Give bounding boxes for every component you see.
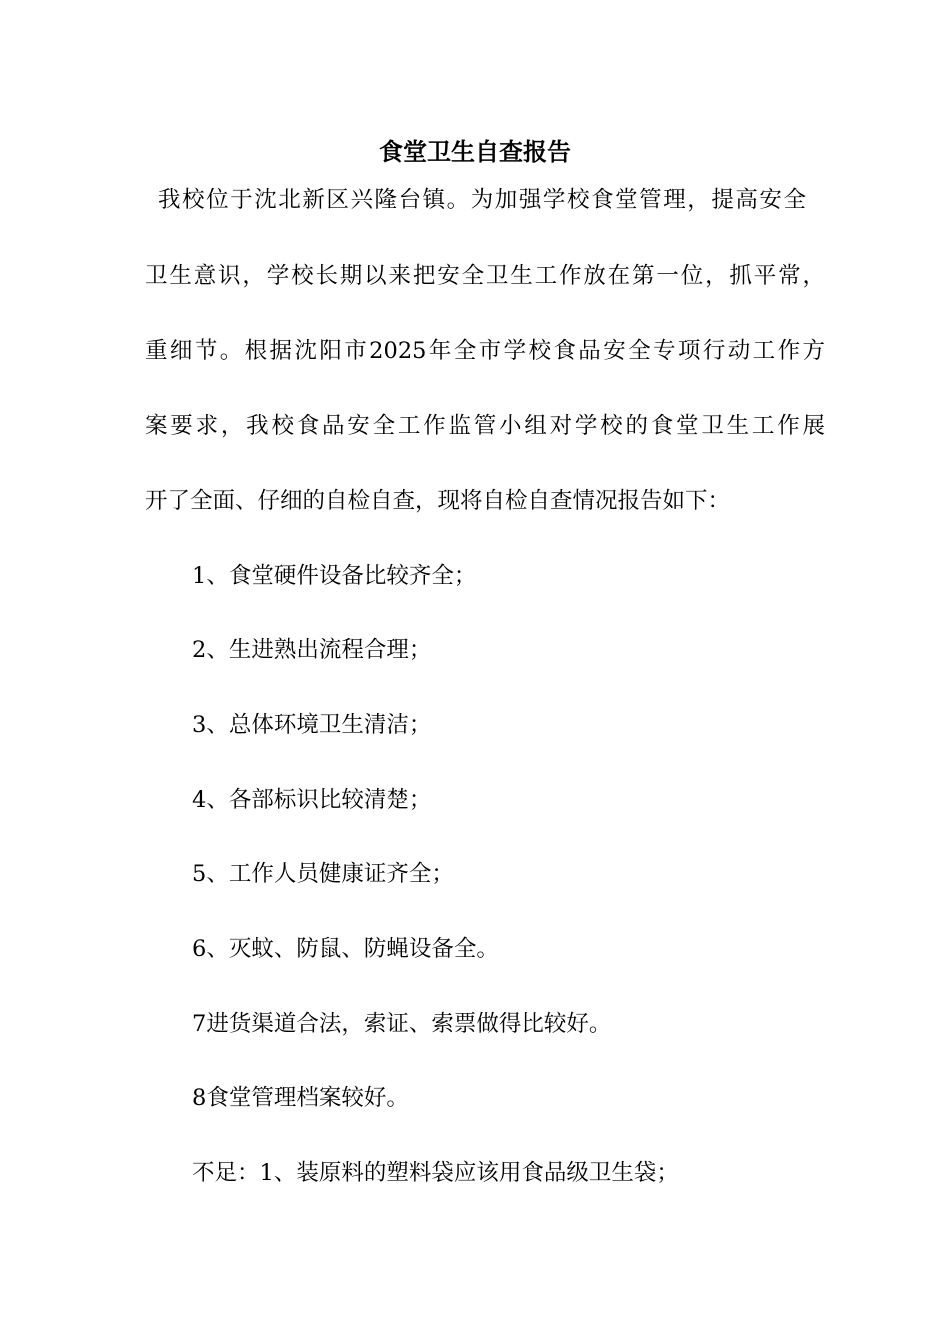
list-item: 3、总体环境卫生清洁； (192, 712, 432, 738)
document-title: 食堂卫生自查报告 (379, 137, 571, 166)
intro-line-2: 卫生意识，学校长期以来把安全卫生工作放在第一位，抓平常， (145, 263, 825, 289)
list-item: 不足：1、装原料的塑料袋应该用食品级卫生袋； (192, 1160, 679, 1186)
list-item: 6、灭蚊、防鼠、防蝇设备全。 (192, 936, 499, 962)
intro-line-4: 案要求，我校食品安全工作监管小组对学校的食堂卫生工作展 (145, 413, 825, 439)
list-item: 4、各部标识比较清楚； (192, 787, 432, 813)
intro-line-3: 重细节。根据沈阳市2025年全市学校食品安全专项行动工作方 (145, 338, 825, 364)
list-item: 7进货渠道合法，索证、索票做得比较好。 (192, 1011, 612, 1037)
list-item: 5、工作人员健康证齐全； (192, 861, 454, 887)
intro-line-5: 开了全面、仔细的自检自查，现将自检自查情况报告如下： (145, 488, 731, 514)
intro-line-1: 我校位于沈北新区兴隆台镇。为加强学校食堂管理，提高安全 (158, 187, 806, 213)
list-item: 2、生进熟出流程合理； (192, 637, 432, 663)
list-item: 8食堂管理档案较好。 (192, 1085, 409, 1111)
list-item: 1、食堂硬件设备比较齐全； (192, 563, 477, 589)
